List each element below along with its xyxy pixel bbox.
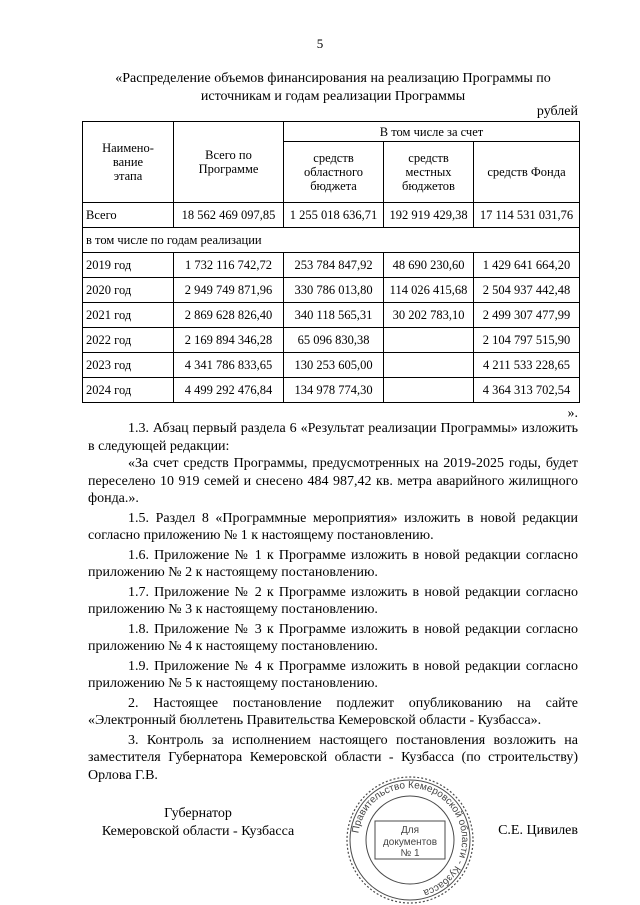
col-group-header: В том числе за счет <box>284 122 580 142</box>
row-year: 2022 год <box>83 328 174 353</box>
cell-regional: 65 096 830,38 <box>284 328 384 353</box>
row-label: Всего <box>83 203 174 228</box>
stamp-line1: Для <box>400 825 420 836</box>
cell-regional: 253 784 847,92 <box>284 253 384 278</box>
cell-fund: 17 114 531 031,76 <box>474 203 580 228</box>
cell-regional: 130 253 605,00 <box>284 353 384 378</box>
paragraph-1-8: 1.8. Приложение № 3 к Программе изложить в новой редакции согласно приложению № 4 к настоящему постановлению. <box>88 621 578 654</box>
cell-fund: 4 364 313 702,54 <box>474 378 580 403</box>
cell-fund: 2 499 307 477,99 <box>474 303 580 328</box>
signatory-position <box>88 805 308 841</box>
stamp-ring-text: Правительство Кемеровской области - Кузбасса <box>350 779 471 899</box>
cell-fund: 2 104 797 515,90 <box>474 328 580 353</box>
cell-total: 18 562 469 097,85 <box>174 203 284 228</box>
table-row-by-years <box>83 228 580 253</box>
page-number: 5 <box>316 36 324 51</box>
paragraph-1-5: 1.5. Раздел 8 «Программные мероприятия» изложить в новой редакции согласно приложению № 1 к настоящему постановлению. <box>88 510 578 543</box>
paragraph-1-9: 1.9. Приложение № 4 к Программе изложить в новой редакции согласно приложению № 5 к настоящему постановлению. <box>88 658 578 691</box>
cell-total: 4 341 786 833,65 <box>174 353 284 378</box>
signatory-position-line2: Кемеровской области - Кузбасса <box>101 824 295 839</box>
table-heading: «Распределение объемов финансирования на реализацию Программы по источникам и годам реализации Программы <box>115 71 551 104</box>
table-row <box>83 253 580 278</box>
cell-total: 4 499 292 476,84 <box>174 378 284 403</box>
table-row <box>83 353 580 378</box>
col-stage-header: Наимено- вание этапа <box>83 122 174 203</box>
paragraph-3: 3. Контроль за исполнением настоящего постановления возложить на заместителя Губернатора Кемеровской области - Кузбасса (по строительству) Орлова Г.В. <box>88 732 578 783</box>
by-years-label: в том числе по годам реализации <box>83 228 580 253</box>
cell-total: 1 732 116 742,72 <box>174 253 284 278</box>
row-year: 2023 год <box>83 353 174 378</box>
cell-local <box>384 378 474 403</box>
stamp-line2: документов <box>382 837 438 848</box>
cell-local: 192 919 429,38 <box>384 203 474 228</box>
col-local-header: средств местных бюджетов <box>384 142 474 203</box>
body-text <box>88 420 578 784</box>
table-row <box>83 378 580 403</box>
table-unit: рублей <box>536 104 578 119</box>
cell-fund: 2 504 937 442,48 <box>474 278 580 303</box>
cell-fund: 4 211 533 228,65 <box>474 353 580 378</box>
signatory-name: С.Е. Цивилев <box>498 823 578 838</box>
row-year: 2019 год <box>83 253 174 278</box>
financing-table <box>82 121 580 403</box>
cell-local <box>384 328 474 353</box>
official-stamp <box>345 775 475 905</box>
cell-local: 30 202 783,10 <box>384 303 474 328</box>
cell-local <box>384 353 474 378</box>
cell-local: 48 690 230,60 <box>384 253 474 278</box>
paragraph-quote: «За счет средств Программы, предусмотренных на 2019-2025 годы, будет переселено 10 919 семей и снесено 484 987,42 кв. метра аварийного жилищного фонда.». <box>88 456 578 506</box>
cell-total: 2 949 749 871,96 <box>174 278 284 303</box>
paragraph-2: 2. Настоящее постановление подлежит опубликованию на сайте «Электронный бюллетень Правительства Кемеровской области - Кузбасса». <box>88 695 578 728</box>
paragraph-1-6: 1.6. Приложение № 1 к Программе изложить в новой редакции согласно приложению № 2 к настоящему постановлению. <box>88 547 578 580</box>
quote-end: ». <box>567 406 578 421</box>
cell-regional: 340 118 565,31 <box>284 303 384 328</box>
row-year: 2021 год <box>83 303 174 328</box>
signatory-position-line1: Губернатор <box>164 806 232 821</box>
stamp-line3: № 1 <box>400 848 420 859</box>
col-fund-header: средств Фонда <box>474 142 580 203</box>
row-year: 2020 год <box>83 278 174 303</box>
table-row-total <box>83 203 580 228</box>
paragraph-1-7: 1.7. Приложение № 2 к Программе изложить в новой редакции согласно приложению № 3 к настоящему постановлению. <box>88 584 578 617</box>
cell-regional: 330 786 013,80 <box>284 278 384 303</box>
cell-fund: 1 429 641 664,20 <box>474 253 580 278</box>
paragraph-1-3: 1.3. Абзац первый раздела 6 «Результат реализации Программы» изложить в следующей редакции: <box>88 421 578 454</box>
cell-total: 2 869 628 826,40 <box>174 303 284 328</box>
cell-total: 2 169 894 346,28 <box>174 328 284 353</box>
cell-regional: 1 255 018 636,71 <box>284 203 384 228</box>
cell-regional: 134 978 774,30 <box>284 378 384 403</box>
col-regional-header: средств областного бюджета <box>284 142 384 203</box>
table-row <box>83 278 580 303</box>
cell-local: 114 026 415,68 <box>384 278 474 303</box>
table-row <box>83 328 580 353</box>
row-year: 2024 год <box>83 378 174 403</box>
col-total-header: Всего по Программе <box>174 122 284 203</box>
table-row <box>83 303 580 328</box>
